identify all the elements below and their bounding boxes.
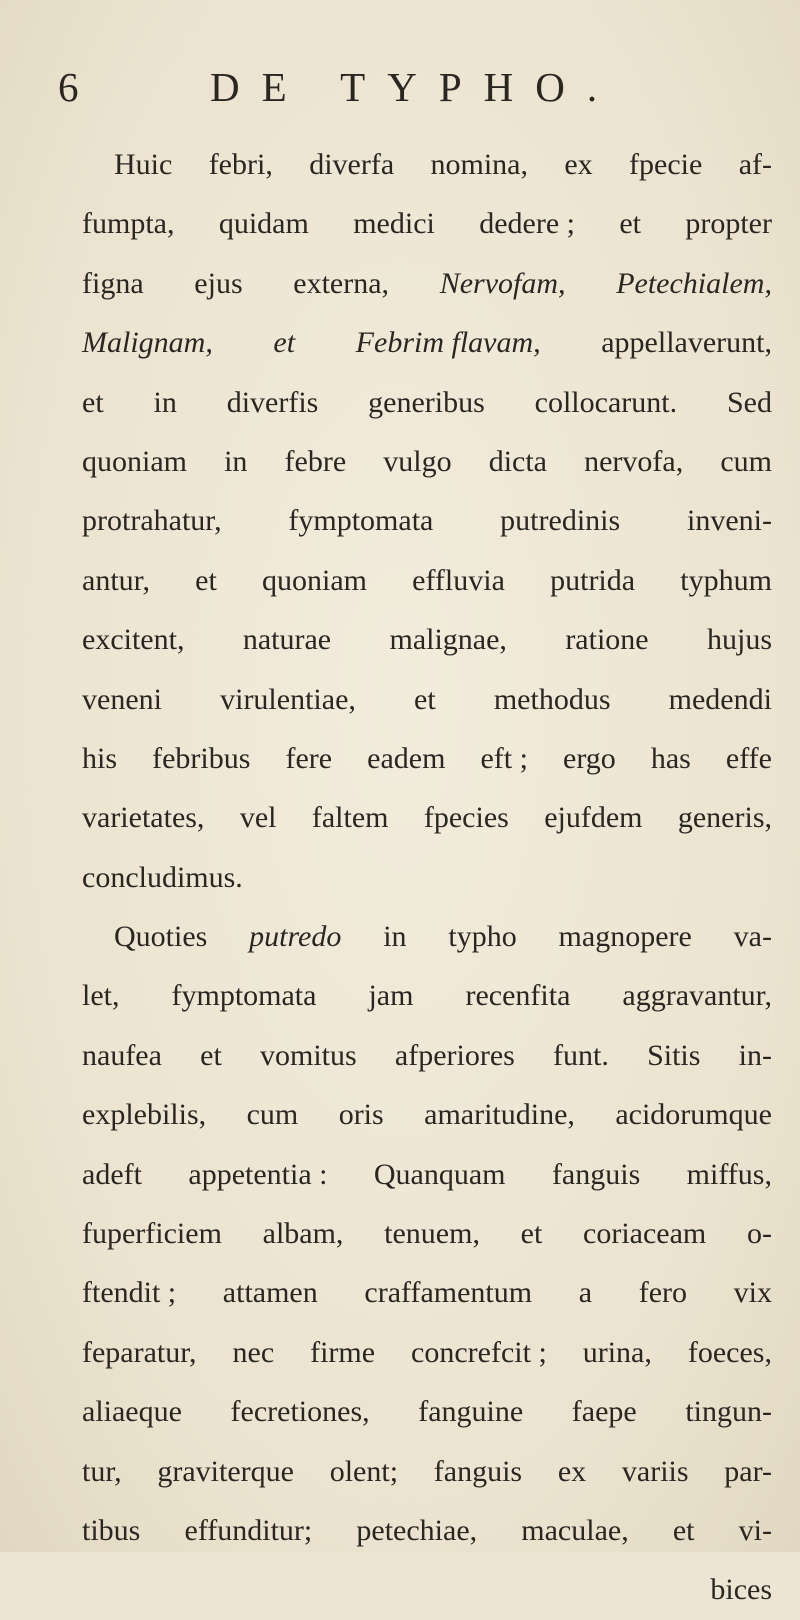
text-line: explebilis, cum oris amaritudine, acidorumque	[82, 1098, 772, 1132]
text-line: concludimus.	[82, 860, 243, 894]
text-line: let, fymptomata jam recenfita aggravantur,	[82, 979, 772, 1013]
page-number: 6	[58, 64, 80, 110]
running-title: DE TYPHO.	[210, 64, 620, 110]
text-line: excitent, naturae malignae, ratione hujus	[82, 623, 772, 657]
text-line: aliaeque fecretiones, fanguine faepe tingun-	[82, 1395, 772, 1429]
text-line: figna ejus externa, Nervofam, Petechialem,	[82, 266, 772, 300]
text-line: fuperficiem albam, tenuem, et coriaceam o-	[82, 1217, 772, 1251]
text-line: feparatur, nec firme concrefcit ; urina, foeces,	[82, 1335, 772, 1369]
text-line: quoniam in febre vulgo dicta nervofa, cum	[82, 444, 772, 478]
text-line: tur, graviterque olent; fanguis ex variis par-	[82, 1454, 772, 1488]
catchword: bices	[710, 1573, 772, 1607]
text-line: tibus effunditur; petechiae, maculae, et vi-	[82, 1513, 772, 1547]
body-text	[82, 135, 772, 1620]
text-line: veneni virulentiae, et methodus medendi	[82, 682, 772, 716]
text-line: et in diverfis generibus collocarunt. Sed	[82, 385, 772, 419]
text-line: fumpta, quidam medici dedere ; et propter	[82, 207, 772, 241]
text-line: Huic febri, diverfa nomina, ex fpecie af-	[114, 148, 772, 181]
text-line: adeft appetentia : Quanquam fanguis miffus,	[82, 1157, 772, 1191]
page-header	[58, 62, 758, 112]
text-line: ftendit ; attamen craffamentum a fero vix	[82, 1276, 772, 1310]
text-line: his febribus fere eadem eft ; ergo has effe	[82, 741, 772, 775]
text-line: varietates, vel faltem fpecies ejufdem generis,	[82, 801, 772, 835]
text-line: Quoties putredo in typho magnopere va-	[114, 920, 772, 954]
text-line: naufea et vomitus afperiores funt. Sitis in-	[82, 1038, 772, 1072]
text-line: protrahatur, fymptomata putredinis inveni-	[82, 504, 772, 538]
text-line: antur, et quoniam effluvia putrida typhum	[82, 563, 772, 597]
text-line: Malignam, et Febrim flavam, appellaverunt,	[82, 326, 772, 360]
